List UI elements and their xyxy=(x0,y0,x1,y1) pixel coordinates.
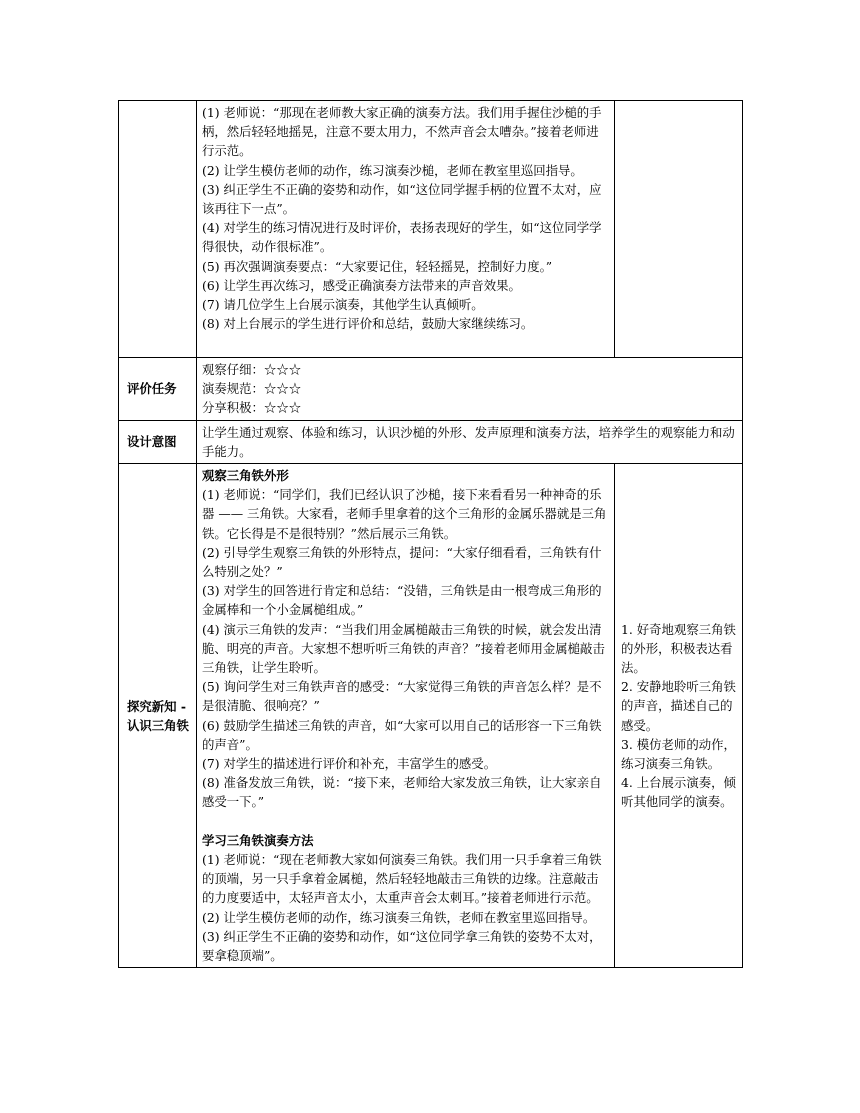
row-label-empty xyxy=(119,101,197,358)
evaluation-label: 评价任务 xyxy=(119,358,197,421)
section-gap xyxy=(202,812,609,831)
observe-step-3: (3) 对学生的回答进行肯定和总结：“没错，三角铁是由一根弯成三角形的金属棒和一个小金属槌组成。” xyxy=(202,583,602,618)
table-row-design-intent xyxy=(119,420,743,463)
student-goal-1: 1. 好奇地观察三角铁的外形，积极表达看法。 xyxy=(621,621,736,676)
learn-step-1: (1) 老师说：“现在老师教大家如何演奏三角铁。我们用一只手拿着三角铁的顶端，另一只手拿着金属槌，然后轻轻地敲击三角铁的边缘。注意敲击的力度要适中，太轻声音太小，太重声音会太刺耳。”接着老师进行示范。 xyxy=(202,852,602,906)
evaluation-item-perform: 演奏规范：☆☆☆ xyxy=(202,381,302,397)
observe-step-1: (1) 老师说：“同学们，我们已经认识了沙槌，接下来看看另一种神奇的乐器 —— 三角铁。大家看，老师手里拿着的这个三角形的金属乐器就是三角铁。它长得是不是很特别？”然后展示三角铁。 xyxy=(202,487,607,541)
lesson-plan-table xyxy=(118,100,743,968)
observe-step-2: (2) 引导学生观察三角铁的外形特点，提问：“大家仔细看看，三角铁有什么特别之处？” xyxy=(202,544,602,580)
practice-step-6: (6) 让学生再次练习，感受正确演奏方法带来的声音效果。 xyxy=(202,277,521,293)
observe-step-4: (4) 演示三角铁的发声：“当我们用金属槌敲击三角铁的时候，就会发出清脆、明亮的声音。大家想不想听听三角铁的声音？”接着老师用金属槌敲击三角铁，让学生聆听。 xyxy=(202,621,605,676)
practice-step-5: (5) 再次强调演奏要点：“大家要记住，轻轻摇晃，控制好力度。” xyxy=(202,258,553,274)
design-intent-label: 设计意图 xyxy=(119,420,197,463)
section-title-learn-triangle: 学习三角铁演奏方法 xyxy=(202,832,314,848)
triangle-section-label: 探究新知 - 认识三角铁 xyxy=(119,464,197,968)
design-intent-cell: 让学生通过观察、体验和练习，认识沙槌的外形、发声原理和演奏方法，培养学生的观察能力和动手能力。 xyxy=(197,420,743,463)
observe-step-5: (5) 询问学生对三角铁声音的感受：“大家觉得三角铁的声音怎么样？是不是很清脆、很响亮？” xyxy=(202,679,602,714)
student-activity-cell-empty xyxy=(615,101,743,358)
observe-step-6: (6) 鼓励学生描述三角铁的声音，如“大家可以用自己的话形容一下三角铁的声音”。 xyxy=(202,717,602,752)
evaluation-item-share: 分享积极：☆☆☆ xyxy=(202,400,302,416)
practice-steps-cell xyxy=(197,101,615,358)
student-goal-2: 2. 安静地聆听三角铁的声音，描述自己的感受。 xyxy=(621,679,736,733)
table-row-triangle xyxy=(119,464,743,968)
learn-step-3: (3) 纠正学生不正确的姿势和动作，如“这位同学拿三角铁的姿势不太对，要拿稳顶端”。 xyxy=(202,928,602,964)
practice-step-4: (4) 对学生的练习情况进行及时评价，表扬表现好的学生，如“这位同学学得很快，动作很标准”。 xyxy=(202,220,602,255)
triangle-steps-cell xyxy=(197,464,615,968)
table-row-evaluation xyxy=(119,358,743,421)
practice-step-7: (7) 请几位学生上台展示演奏，其他学生认真倾听。 xyxy=(202,297,484,313)
section-title-observe-triangle: 观察三角铁外形 xyxy=(202,468,289,484)
evaluation-item-observe: 观察仔细：☆☆☆ xyxy=(202,362,302,377)
evaluation-cell xyxy=(197,358,743,421)
practice-step-8: (8) 对上台展示的学生进行评价和总结，鼓励大家继续练习。 xyxy=(202,316,534,332)
practice-step-3: (3) 纠正学生不正确的姿势和动作，如“这位同学握手柄的位置不太对，应该再往下一点”。 xyxy=(202,181,602,217)
table-row-sandhammer-practice xyxy=(119,101,743,358)
practice-step-1: (1) 老师说：“那现在老师教大家正确的演奏方法。我们用手握住沙槌的手柄，然后轻轻地摇晃，注意不要太用力，不然声音会太嘈杂。”接着老师进行示范。 xyxy=(202,105,602,159)
student-goal-3: 3. 模仿老师的动作，练习演奏三角铁。 xyxy=(621,736,736,772)
observe-step-7: (7) 对学生的描述进行评价和补充，丰富学生的感受。 xyxy=(202,756,497,772)
student-goal-4: 4. 上台展示演奏，倾听其他同学的演奏。 xyxy=(621,775,736,810)
observe-step-8: (8) 准备发放三角铁，说：“接下来，老师给大家发放三角铁，让大家亲自感受一下。” xyxy=(202,775,602,810)
learn-step-2: (2) 让学生模仿老师的动作，练习演奏三角铁，老师在教室里巡回指导。 xyxy=(202,909,596,925)
student-activity-cell xyxy=(615,464,743,968)
practice-step-2: (2) 让学生模仿老师的动作，练习演奏沙槌，老师在教室里巡回指导。 xyxy=(202,162,583,178)
